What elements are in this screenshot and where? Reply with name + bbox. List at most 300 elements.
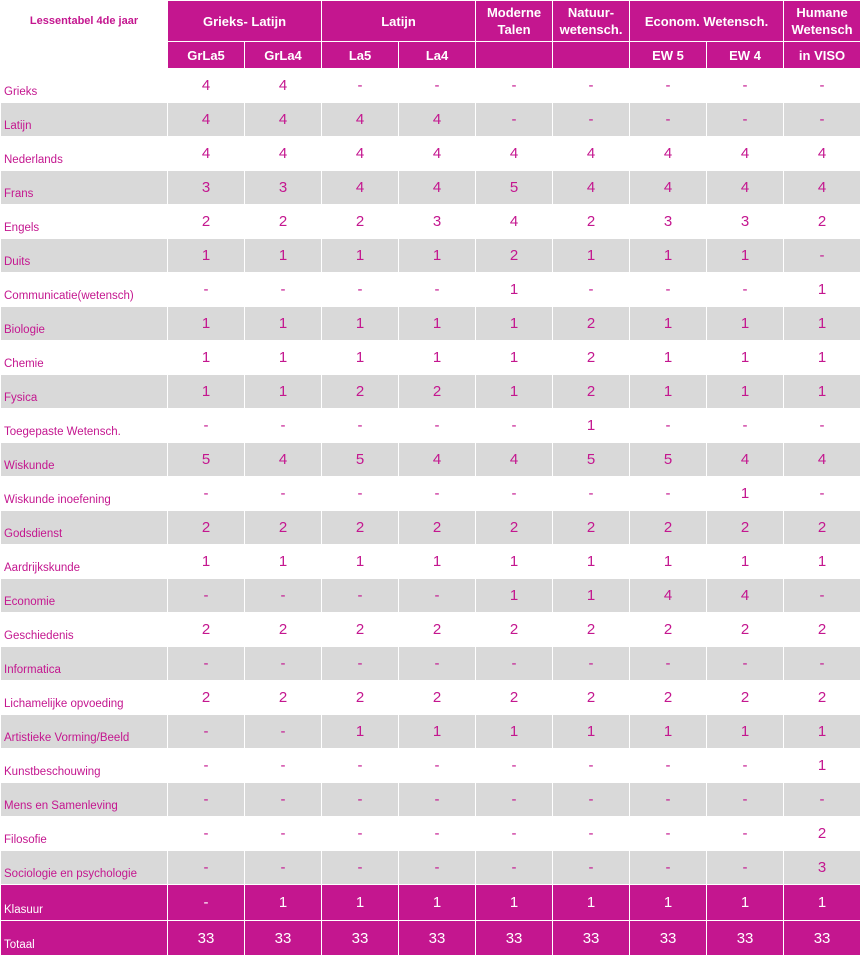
table-row: [1, 409, 860, 443]
totaal-row: [1, 921, 860, 956]
row-value: -: [322, 273, 399, 307]
row-value: 2: [476, 613, 553, 647]
row-value: 1: [245, 545, 322, 579]
row-value: -: [322, 851, 399, 885]
table-row: [1, 375, 860, 409]
row-value: 1: [168, 307, 245, 341]
row-value: -: [630, 647, 707, 681]
group-header-line1: Natuur-: [568, 5, 614, 20]
row-value: -: [630, 409, 707, 443]
row-value: 1: [399, 715, 476, 749]
row-value: -: [707, 783, 784, 817]
row-value: -: [168, 749, 245, 783]
row-value: -: [476, 783, 553, 817]
row-subject: Wiskunde inoefening: [1, 477, 168, 511]
row-value: 1: [784, 341, 860, 375]
row-subject: Engels: [1, 205, 168, 239]
row-value: 2: [168, 681, 245, 715]
row-value: -: [322, 409, 399, 443]
row-value: 4: [707, 443, 784, 477]
row-value: -: [399, 409, 476, 443]
column-header-row: [1, 42, 860, 69]
row-value: -: [168, 715, 245, 749]
row-value: -: [784, 783, 860, 817]
row-subject: Filosofie: [1, 817, 168, 851]
row-value: 1: [399, 341, 476, 375]
row-value: 4: [784, 137, 860, 171]
row-value: 1: [553, 545, 630, 579]
table-row: [1, 443, 860, 477]
row-value: 1: [707, 375, 784, 409]
row-value: 4: [399, 443, 476, 477]
row-value: 1: [322, 715, 399, 749]
group-header-natuurwetensch: [553, 1, 630, 42]
row-value: -: [630, 273, 707, 307]
row-subject: Klasuur: [1, 885, 168, 921]
row-value: 1: [168, 239, 245, 273]
row-value: -: [476, 69, 553, 103]
row-value: 1: [476, 273, 553, 307]
row-value: -: [168, 579, 245, 613]
row-value: 3: [784, 851, 860, 885]
row-value: 4: [630, 137, 707, 171]
row-value: 2: [399, 613, 476, 647]
group-header-line1: Econom. Wetensch.: [645, 14, 768, 29]
row-value: 4: [168, 103, 245, 137]
table-row: [1, 137, 860, 171]
row-value: 1: [245, 341, 322, 375]
klasuur-row: [1, 885, 860, 921]
row-value: 1: [707, 885, 784, 921]
row-value: 1: [784, 273, 860, 307]
row-value: 2: [399, 681, 476, 715]
table-row: [1, 103, 860, 137]
column-header: GrLa4: [245, 42, 322, 69]
row-value: 2: [476, 511, 553, 545]
row-value: -: [553, 749, 630, 783]
group-header-line1: Latijn: [381, 14, 416, 29]
row-value: 1: [476, 341, 553, 375]
table-row: [1, 579, 860, 613]
row-value: 4: [553, 171, 630, 205]
row-value: 2: [553, 205, 630, 239]
row-value: 1: [322, 307, 399, 341]
row-value: -: [245, 749, 322, 783]
row-subject: Geschiedenis: [1, 613, 168, 647]
row-value: -: [784, 239, 860, 273]
row-value: 1: [476, 307, 553, 341]
row-value: 1: [245, 307, 322, 341]
row-value: -: [476, 409, 553, 443]
row-value: -: [245, 579, 322, 613]
row-value: 1: [784, 749, 860, 783]
row-value: -: [245, 273, 322, 307]
row-subject: Latijn: [1, 103, 168, 137]
row-subject: Economie: [1, 579, 168, 613]
row-value: -: [553, 647, 630, 681]
group-header-grieks-latijn: [168, 1, 322, 42]
row-value: 4: [630, 579, 707, 613]
table-row: [1, 341, 860, 375]
row-subject: Frans: [1, 171, 168, 205]
row-value: 1: [707, 341, 784, 375]
row-subject: Aardrijkskunde: [1, 545, 168, 579]
row-value: 1: [322, 545, 399, 579]
row-value: 1: [707, 477, 784, 511]
table-row: [1, 749, 860, 783]
row-value: 2: [168, 205, 245, 239]
table-row: [1, 273, 860, 307]
row-value: 1: [553, 409, 630, 443]
row-subject: Sociologie en psychologie: [1, 851, 168, 885]
row-value: 3: [399, 205, 476, 239]
row-value: 1: [784, 375, 860, 409]
row-value: 1: [322, 341, 399, 375]
row-value: 1: [707, 307, 784, 341]
row-value: 2: [707, 511, 784, 545]
row-value: 1: [630, 239, 707, 273]
group-header-line2: wetensch.: [560, 22, 623, 37]
row-value: 1: [707, 715, 784, 749]
row-value: 1: [322, 885, 399, 921]
row-value: 1: [399, 239, 476, 273]
row-value: 2: [245, 511, 322, 545]
column-header: EW 5: [630, 42, 707, 69]
row-subject: Godsdienst: [1, 511, 168, 545]
row-value: 1: [707, 545, 784, 579]
row-value: -: [553, 817, 630, 851]
group-header-row: [1, 1, 860, 42]
row-value: 1: [245, 239, 322, 273]
row-value: 1: [553, 579, 630, 613]
row-value: 1: [476, 715, 553, 749]
row-value: -: [630, 817, 707, 851]
row-value: -: [707, 409, 784, 443]
row-value: -: [399, 273, 476, 307]
row-value: -: [322, 783, 399, 817]
row-value: -: [322, 817, 399, 851]
row-value: 1: [630, 341, 707, 375]
table-row: [1, 647, 860, 681]
row-value: -: [245, 647, 322, 681]
row-value: -: [322, 647, 399, 681]
row-value: 2: [553, 613, 630, 647]
row-value: -: [476, 817, 553, 851]
row-value: 4: [707, 171, 784, 205]
row-value: 1: [630, 307, 707, 341]
table-row: [1, 477, 860, 511]
row-value: -: [553, 851, 630, 885]
group-header-line1: Moderne: [487, 5, 541, 20]
row-value: -: [168, 817, 245, 851]
row-value: 1: [784, 715, 860, 749]
row-value: -: [168, 647, 245, 681]
row-value: 1: [168, 375, 245, 409]
row-value: 4: [245, 69, 322, 103]
column-header-blank: [1, 42, 168, 69]
row-value: 2: [553, 375, 630, 409]
row-subject: Wiskunde: [1, 443, 168, 477]
row-value: -: [630, 69, 707, 103]
row-value: 2: [168, 511, 245, 545]
row-value: -: [168, 409, 245, 443]
row-value: 1: [399, 307, 476, 341]
row-value: 4: [630, 171, 707, 205]
row-value: -: [784, 647, 860, 681]
row-value: -: [784, 477, 860, 511]
row-value: 4: [476, 205, 553, 239]
row-value: 4: [322, 171, 399, 205]
row-value: 2: [784, 817, 860, 851]
row-value: 2: [553, 511, 630, 545]
row-value: 1: [784, 885, 860, 921]
column-header: [476, 42, 553, 69]
table-row: [1, 171, 860, 205]
row-value: -: [630, 851, 707, 885]
row-value: 2: [399, 375, 476, 409]
group-header-line2: Talen: [498, 22, 531, 37]
row-value: 2: [784, 511, 860, 545]
row-value: -: [476, 851, 553, 885]
row-value: -: [399, 477, 476, 511]
row-value: 4: [784, 171, 860, 205]
row-value: 2: [553, 307, 630, 341]
group-header-line1: Grieks- Latijn: [203, 14, 286, 29]
column-header: [553, 42, 630, 69]
row-value: 1: [707, 239, 784, 273]
row-value: -: [707, 273, 784, 307]
row-value: 2: [707, 681, 784, 715]
row-value: -: [553, 69, 630, 103]
table-row: [1, 69, 860, 103]
row-value: 33: [784, 921, 860, 956]
row-value: 4: [245, 137, 322, 171]
row-value: -: [399, 579, 476, 613]
row-value: -: [707, 851, 784, 885]
row-value: 4: [553, 137, 630, 171]
table-row: [1, 817, 860, 851]
row-value: -: [707, 103, 784, 137]
row-value: -: [322, 579, 399, 613]
row-value: 5: [553, 443, 630, 477]
row-value: 2: [476, 681, 553, 715]
row-value: -: [399, 69, 476, 103]
row-value: 2: [399, 511, 476, 545]
row-value: -: [399, 749, 476, 783]
table-row: [1, 613, 860, 647]
row-value: 33: [630, 921, 707, 956]
row-value: -: [245, 477, 322, 511]
row-value: -: [784, 69, 860, 103]
row-value: 1: [630, 885, 707, 921]
row-subject: Lichamelijke opvoeding: [1, 681, 168, 715]
table-row: [1, 783, 860, 817]
row-subject: Toegepaste Wetensch.: [1, 409, 168, 443]
row-value: -: [322, 477, 399, 511]
row-value: -: [168, 273, 245, 307]
row-value: 1: [784, 307, 860, 341]
row-subject: Communicatie(wetensch): [1, 273, 168, 307]
row-value: 1: [630, 375, 707, 409]
row-value: -: [784, 409, 860, 443]
row-value: 1: [399, 885, 476, 921]
group-header-econom-wetensch: [630, 1, 784, 42]
row-value: 3: [168, 171, 245, 205]
row-value: -: [322, 69, 399, 103]
row-value: 4: [476, 443, 553, 477]
row-value: 2: [322, 681, 399, 715]
row-subject: Kunstbeschouwing: [1, 749, 168, 783]
row-value: 1: [168, 341, 245, 375]
row-subject: Totaal: [1, 921, 168, 956]
row-subject: Mens en Samenleving: [1, 783, 168, 817]
row-value: -: [630, 103, 707, 137]
row-value: 2: [322, 205, 399, 239]
row-value: 2: [553, 341, 630, 375]
row-value: -: [245, 409, 322, 443]
row-value: -: [553, 477, 630, 511]
row-value: 4: [399, 103, 476, 137]
row-value: 33: [245, 921, 322, 956]
row-value: 2: [245, 205, 322, 239]
row-value: 2: [784, 681, 860, 715]
row-value: 2: [553, 681, 630, 715]
row-value: -: [168, 851, 245, 885]
row-value: 5: [322, 443, 399, 477]
row-value: 2: [245, 681, 322, 715]
row-value: -: [245, 715, 322, 749]
row-value: -: [399, 783, 476, 817]
row-value: -: [707, 817, 784, 851]
table-row: [1, 715, 860, 749]
table-row: [1, 681, 860, 715]
row-value: -: [476, 103, 553, 137]
row-value: 2: [322, 511, 399, 545]
row-value: 1: [553, 715, 630, 749]
row-value: 3: [245, 171, 322, 205]
row-subject: Fysica: [1, 375, 168, 409]
row-value: 4: [322, 103, 399, 137]
row-value: 1: [399, 545, 476, 579]
group-header-line2: Wetensch: [791, 22, 852, 37]
row-value: 1: [476, 375, 553, 409]
row-value: -: [245, 817, 322, 851]
group-header-moderne-talen: [476, 1, 553, 42]
table-row: [1, 545, 860, 579]
row-value: -: [553, 103, 630, 137]
row-subject: Artistieke Vorming/Beeld: [1, 715, 168, 749]
row-value: -: [476, 647, 553, 681]
table-row: [1, 239, 860, 273]
row-value: 5: [476, 171, 553, 205]
row-subject: Nederlands: [1, 137, 168, 171]
row-value: 4: [707, 579, 784, 613]
group-header-line1: Humane: [796, 5, 847, 20]
row-value: 5: [630, 443, 707, 477]
row-value: -: [168, 783, 245, 817]
row-value: 2: [322, 613, 399, 647]
row-value: 4: [245, 443, 322, 477]
row-value: 33: [707, 921, 784, 956]
row-value: -: [553, 273, 630, 307]
row-value: -: [784, 103, 860, 137]
row-value: -: [630, 477, 707, 511]
row-value: -: [707, 69, 784, 103]
row-value: 1: [784, 545, 860, 579]
row-value: 1: [476, 885, 553, 921]
row-value: -: [476, 749, 553, 783]
row-value: 4: [784, 443, 860, 477]
row-value: 2: [630, 681, 707, 715]
table-body: [1, 69, 860, 956]
row-value: -: [245, 783, 322, 817]
column-header: EW 4: [707, 42, 784, 69]
row-value: 1: [168, 545, 245, 579]
table-row: [1, 205, 860, 239]
row-value: 3: [707, 205, 784, 239]
column-header: in VISO: [784, 42, 860, 69]
row-subject: Duits: [1, 239, 168, 273]
column-header: GrLa5: [168, 42, 245, 69]
row-value: 4: [168, 137, 245, 171]
row-value: 4: [399, 137, 476, 171]
group-header-latijn: [322, 1, 476, 42]
row-value: -: [707, 647, 784, 681]
row-subject: Grieks: [1, 69, 168, 103]
row-value: 1: [476, 545, 553, 579]
row-value: -: [245, 851, 322, 885]
row-value: 4: [476, 137, 553, 171]
row-value: 2: [784, 205, 860, 239]
row-value: 2: [707, 613, 784, 647]
row-value: 1: [245, 885, 322, 921]
row-value: -: [707, 749, 784, 783]
row-value: 5: [168, 443, 245, 477]
row-subject: Informatica: [1, 647, 168, 681]
table-row: [1, 511, 860, 545]
row-value: -: [322, 749, 399, 783]
row-value: -: [476, 477, 553, 511]
row-value: 1: [553, 885, 630, 921]
column-header: La5: [322, 42, 399, 69]
row-value: 2: [476, 239, 553, 273]
group-header-humane-wetensch: [784, 1, 860, 42]
row-value: 2: [784, 613, 860, 647]
row-value: 1: [553, 239, 630, 273]
row-value: -: [399, 647, 476, 681]
row-value: -: [399, 817, 476, 851]
row-value: 33: [322, 921, 399, 956]
row-value: 2: [630, 511, 707, 545]
row-subject: Biologie: [1, 307, 168, 341]
row-value: 2: [245, 613, 322, 647]
row-value: 1: [630, 715, 707, 749]
row-value: 1: [322, 239, 399, 273]
row-value: 1: [476, 579, 553, 613]
table-title: Lessentabel 4de jaar: [1, 1, 168, 42]
row-value: -: [630, 783, 707, 817]
row-value: 33: [476, 921, 553, 956]
table-row: [1, 851, 860, 885]
row-value: 1: [630, 545, 707, 579]
row-value: -: [553, 783, 630, 817]
row-subject: Chemie: [1, 341, 168, 375]
row-value: -: [399, 851, 476, 885]
row-value: 4: [245, 103, 322, 137]
row-value: -: [168, 885, 245, 921]
row-value: -: [784, 579, 860, 613]
row-value: 4: [399, 171, 476, 205]
